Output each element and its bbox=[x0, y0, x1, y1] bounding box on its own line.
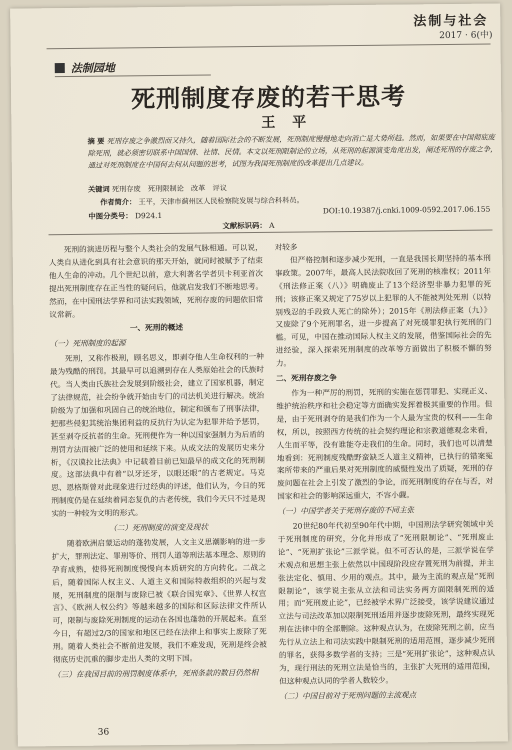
doc-code-value: A bbox=[269, 220, 275, 230]
document-code bbox=[222, 220, 274, 232]
doc-code-label: 文献标识码： bbox=[222, 220, 267, 231]
article-title: 死刑制度存废的若干思考 bbox=[130, 81, 407, 114]
classification-label: 中图分类号： bbox=[88, 211, 133, 221]
classification-value: D924.1 bbox=[134, 211, 163, 221]
doi: DOI:10.19387/j.cnki.1009-0592.2017.06.155 bbox=[322, 204, 491, 216]
subheading: （三）在我国目前的刑罚制度体系中，死刑条款的数目仍然相 bbox=[53, 668, 259, 680]
page-number: 36 bbox=[97, 727, 110, 738]
article-author: 王 平 bbox=[261, 114, 313, 131]
paragraph: 但严格控制和逐步减少死刑，一直是我国长期坚持的基本刑事政策。2007年，最高人民法院收回了死刑的核准权；2011年《刑法修正案（八）》明确废止了13个经济型非暴力犯罪的死刑；该修正案又规定了75岁以上犯罪的人不能被判处死刑（以特别残忍的手段致人死亡的除外）；2015年《刑法修正案（九）》又废除了9个死刑罪名，进一步提高了对死缓罪犯执行死刑的门槛。可见，中国在推动国际人权主义的发展，借鉴国际社会的先进经验，深入探索死刑制度的改革等方面做出了积极不懈的努力。 bbox=[274, 253, 492, 368]
abstract bbox=[87, 131, 497, 171]
journal-page bbox=[10, 3, 508, 746]
subheading: （二）中国目前对于死刑问题的主流观点 bbox=[279, 690, 417, 701]
keywords-text: 死刑存废 死刑限制论 改革 评议 bbox=[111, 183, 227, 194]
section-rule bbox=[55, 74, 211, 77]
right-column bbox=[275, 240, 496, 732]
abstract-label: 摘 要 bbox=[87, 136, 105, 146]
subheading: （二）死刑制度的演变及现状 bbox=[109, 522, 208, 533]
issue-label: 2017 · 6(中) bbox=[439, 30, 493, 42]
journal-logo: 法制与社会 bbox=[413, 13, 489, 30]
paragraph: 作为一种严厉的刑罚，死刑的实施在惩罚罪犯、实现正义、维护统治秩序和社会稳定等方面确实发挥着极其重要的作用。但是，由于死刑剥夺的是我们作为一个人最为宝贵的权利——生命权，所以，按照西方传统的社会契约理论和宗教道德观念来看，人生而平等，没有谁能夺走我们的生命。同时，我们也可以清楚地看到：死刑制度残酷野蛮缺乏人道主义精神，已执行的错案冤案所带来的严重后果对死刑制度的威慑性发出了质疑，死刑的存废问题在社会上引发了激烈的争论，而死刑制度的存在与否，对国家和社会的影响深远重大，不容小觑。 bbox=[276, 386, 494, 502]
affiliation-label: 作者简介： bbox=[100, 197, 137, 207]
section-label: 法制园地 bbox=[70, 61, 115, 75]
section-marker-icon bbox=[55, 63, 65, 73]
paragraph: 随着欧洲启蒙运动的蓬勃发展，人文主义思潮影响的进一步扩大，罪刑法定、罪刑等价、刑罚人道等刑法基本理念、原则的孕育成熟，使得死刑制度慢慢向本质研究的方向转化。二战之后，随着国际人权主义、人道主义和国际特赦组织的兴起与发展，死刑制度的限制与废除已被《联合国宪章》、《世界人权宣言》、《欧洲人权公约》等越来越多的国际和区际法律文件所认可，限制与废除死刑制度的运动在各国也蓬勃的开展起来。直至今日，有超过2/3的国家和地区已经在法律上和事实上废除了死刑。随着人类社会不断前进发展，我们不难发现，死刑是终会被彻底历史沉重的脚步走出人类的文明下国。 bbox=[51, 536, 267, 665]
affiliation-text: 王平，天津市蓟州区人民检察院发展与综合科科员。 bbox=[138, 195, 304, 207]
paragraph-continued: 对较多 bbox=[274, 242, 298, 252]
keywords-label: 关键词 bbox=[87, 184, 110, 194]
header-rule bbox=[47, 44, 491, 50]
subheading: （一）中国学者关于死刑存废的不同主张 bbox=[277, 505, 415, 516]
author-affiliation bbox=[100, 196, 304, 208]
paragraph: 20世纪80年代初至90年代中期，中国刑法学研究领域中关于死刑制度的研究，分化并形成了“死刑限制论”、“死刑废止论”、“死刑扩张论”三派学说。但不可否认的是，三派学说在学术观点和思想主张上依然以中国现阶段应存置死刑为前提，并主张法定化、慎用、少用的观点。其中，最为主流的观点是“死刑限制论”，该学说主张从立法和司法实务两方面限制死刑的适用；而“死刑废止论”，已经被学术界广泛接受，该学说建议通过立法与司法改革加以限制死刑适用并逐步废除死刑，最终实现死刑在法律中的全部删除。这种观点认为，在废除死刑之前，应当先行从立法上和司法实践中限制死刑的适用范围，逐步减少死刑的罪名，获得多数学者的支持；三是“死刑扩张论”，这种观点认为，现行刑法的死刑立法是恰当的，主张扩大死刑的适用范围，但这种观点认同的学者人数较少。 bbox=[277, 519, 496, 686]
left-column bbox=[49, 242, 268, 714]
classification bbox=[88, 210, 162, 222]
paragraph: 死刑，又称作极刑，顾名思义，即剥夺他人生命权利的一种最为残酷的刑罚。其最早可以追溯到存在人类原始社会的氏族时代。当人类由氏族社会发展到阶级社会，建立了国家机器，制定了法律规范，社会纷争就开始由专门的司法机关进行解决。统治阶级为了加强和巩固自己的统治地位，制定和颁布了刑事法律，把那些侵犯其统治集团利益的反抗行为认定为犯罪并给予惩罚，甚至剥夺反抗者的生命。死刑便作为一种以国家强制力为后盾的刑罚方法而被广泛的使用和延续下来。从成文法的发展历史来分析，《汉谟拉比法典》中记载着目前已知最早的成文化的死刑制度。这部法典中有着“以牙还牙，以眼还眼”的古老规定。马克思、恩格斯曾对此现象进行过经典的评述，他们认为，今日的死刑制度仍是在延续着同态复仇的古老传统，我们今天只不过是现实的一种较为文明的形式。 bbox=[49, 352, 266, 519]
paragraph: 死刑的演进历程与整个人类社会的发展气脉相通。可以说，人类自从进化到具有社会意识的那天开始，就同时被赋予了结束他人生命的冲动。几个世纪以前，意大利著名学者贝卡利亚首次提出死刑制度存在正当性的疑问后，他就启发我们不断地思考。然而，在中国刑法学界和司法实践领域，死刑存废的问题依旧常议常新。 bbox=[48, 242, 264, 319]
section-tag bbox=[55, 59, 145, 76]
heading: 二、死刑存废之争 bbox=[275, 373, 337, 383]
heading: 一、死刑的概述 bbox=[129, 323, 184, 333]
keywords bbox=[88, 183, 227, 194]
subheading: （一）死刑制度的起源 bbox=[49, 338, 126, 349]
abstract-text: 死刑存废之争激烈而又持久，随着国际社会的不断发展，死刑制度慢慢地走向消亡是大势所趋。然而，如果要在中国彻底废除死刑，就必须密切联系中国国情、社情、民情。本文以死刑限制论的立场，从死刑的起源演变角度出发，阐述死刑的存废之争，通过对死刑制度在中国何去何从问题的思考，试图为我国死刑制度的改革提出几点建议。 bbox=[87, 132, 498, 170]
